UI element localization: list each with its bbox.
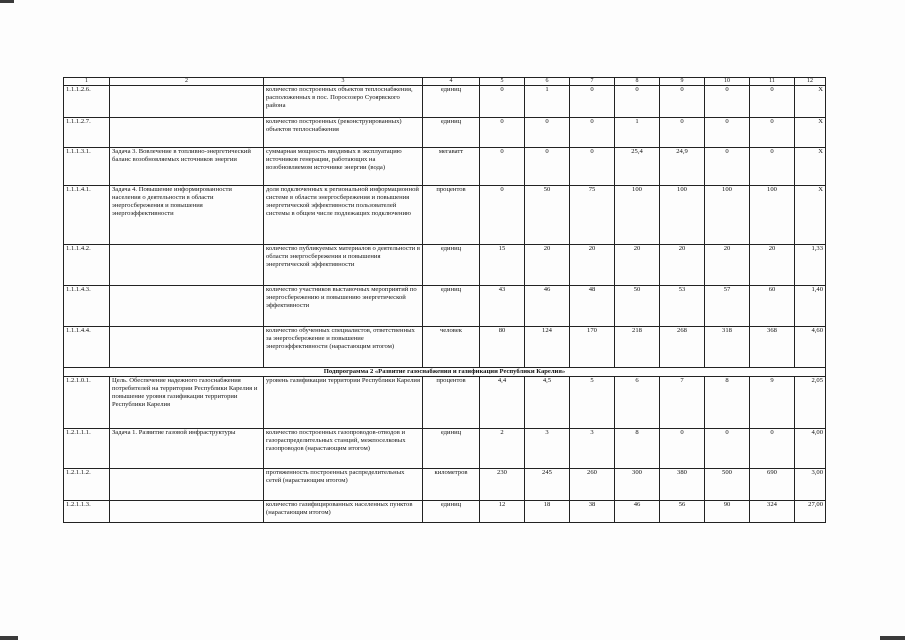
value-cell: 1 [615, 118, 660, 148]
value-cell: 245 [525, 469, 570, 501]
ratio-cell: X [795, 148, 826, 186]
value-cell: 7 [660, 377, 705, 429]
column-number: 10 [705, 78, 750, 86]
table-row [64, 377, 826, 429]
value-cell: 230 [480, 469, 525, 501]
value-cell: 218 [615, 327, 660, 368]
unit-text: единиц [423, 86, 480, 118]
ratio-cell: 4,60 [795, 327, 826, 368]
indicator-text: количество обученных специалистов, ответственных за энергосбережение и повышение энергоэффективности (нарастающим итогом) [264, 327, 423, 368]
row-code: 1.1.1.4.1. [64, 186, 110, 245]
indicators-table [63, 77, 826, 523]
unit-text: километров [423, 469, 480, 501]
value-cell: 100 [660, 186, 705, 245]
value-cell: 0 [705, 429, 750, 469]
value-cell: 0 [750, 429, 795, 469]
value-cell: 300 [615, 469, 660, 501]
value-cell: 124 [525, 327, 570, 368]
unit-text: единиц [423, 118, 480, 148]
value-cell: 20 [660, 245, 705, 286]
value-cell: 368 [750, 327, 795, 368]
value-cell: 50 [525, 186, 570, 245]
value-cell: 0 [705, 86, 750, 118]
task-text [110, 86, 264, 118]
value-cell: 0 [705, 148, 750, 186]
task-text: Задача 4. Повышение информированности населения о деятельности в области энергосбережения и повышения энергоэффективности [110, 186, 264, 245]
column-number-row [64, 78, 826, 86]
value-cell: 0 [570, 118, 615, 148]
column-number: 4 [423, 78, 480, 86]
ratio-cell: 27,00 [795, 501, 826, 523]
value-cell: 500 [705, 469, 750, 501]
value-cell: 170 [570, 327, 615, 368]
row-code: 1.1.1.4.2. [64, 245, 110, 286]
value-cell: 46 [525, 286, 570, 327]
value-cell: 0 [570, 86, 615, 118]
value-cell: 100 [750, 186, 795, 245]
table-row [64, 118, 826, 148]
row-code: 1.1.1.2.6. [64, 86, 110, 118]
value-cell: 690 [750, 469, 795, 501]
column-number: 7 [570, 78, 615, 86]
indicator-text: количество публикуемых материалов о деятельности в области энергосбережения и повышения энергетической эффективности [264, 245, 423, 286]
table-row [64, 501, 826, 523]
task-text: Задача 3. Вовлечение в топливно-энергетический баланс возобновляемых источников энергии [110, 148, 264, 186]
ratio-cell: 4,00 [795, 429, 826, 469]
indicator-text: уровень газификации территории Республики Карелия [264, 377, 423, 429]
scan-edge-mark [0, 0, 14, 3]
column-number: 2 [110, 78, 264, 86]
unit-text: единиц [423, 429, 480, 469]
scan-edge-mark [0, 636, 18, 640]
value-cell: 380 [660, 469, 705, 501]
table-row [64, 286, 826, 327]
table-row [64, 86, 826, 118]
value-cell: 43 [480, 286, 525, 327]
row-code: 1.2.1.1.1. [64, 429, 110, 469]
unit-text: человек [423, 327, 480, 368]
value-cell: 60 [750, 286, 795, 327]
column-number: 9 [660, 78, 705, 86]
column-number: 11 [750, 78, 795, 86]
value-cell: 5 [570, 377, 615, 429]
value-cell: 324 [750, 501, 795, 523]
subprogram-row [64, 368, 826, 377]
task-text: Задача 1. Развитие газовой инфраструктуры [110, 429, 264, 469]
indicator-text: доля подключенных к региональной информационной системе в области энергосбережения и повышения энергетической эффективности пользователей системы в общем числе подлежащих подключению [264, 186, 423, 245]
task-text: Цель. Обеспечение надежного газоснабжения потребителей на территории Республики Карелия и повышение уровня газификации территории Республики Карелия [110, 377, 264, 429]
value-cell: 318 [705, 327, 750, 368]
task-text [110, 118, 264, 148]
row-code: 1.1.1.4.4. [64, 327, 110, 368]
value-cell: 20 [570, 245, 615, 286]
value-cell: 80 [480, 327, 525, 368]
value-cell: 20 [525, 245, 570, 286]
value-cell: 0 [615, 86, 660, 118]
unit-text: процентов [423, 377, 480, 429]
value-cell: 0 [525, 148, 570, 186]
task-text [110, 469, 264, 501]
value-cell: 0 [660, 118, 705, 148]
value-cell: 25,4 [615, 148, 660, 186]
value-cell: 53 [660, 286, 705, 327]
table-body [64, 78, 826, 523]
column-number: 8 [615, 78, 660, 86]
task-text [110, 501, 264, 523]
table-row [64, 327, 826, 368]
value-cell: 260 [570, 469, 615, 501]
value-cell: 0 [750, 148, 795, 186]
value-cell: 56 [660, 501, 705, 523]
unit-text: единиц [423, 286, 480, 327]
value-cell: 46 [615, 501, 660, 523]
value-cell: 0 [660, 86, 705, 118]
row-code: 1.2.1.1.2. [64, 469, 110, 501]
column-number: 1 [64, 78, 110, 86]
value-cell: 100 [615, 186, 660, 245]
indicator-text: количество газифицированных населенных пунктов (нарастающим итогом) [264, 501, 423, 523]
row-code: 1.1.1.4.3. [64, 286, 110, 327]
value-cell: 24,9 [660, 148, 705, 186]
value-cell: 6 [615, 377, 660, 429]
unit-text: мегаватт [423, 148, 480, 186]
ratio-cell: X [795, 86, 826, 118]
value-cell: 0 [480, 186, 525, 245]
column-number: 3 [264, 78, 423, 86]
value-cell: 0 [570, 148, 615, 186]
subprogram-title: Подпрограмма 2 «Развитие газоснабжения и газификации Республики Карелия» [64, 368, 826, 377]
indicator-text: количество построенных газопроводов-отводов и газораспределительных станций, межпоселковых газопроводов (нарастающим итогом) [264, 429, 423, 469]
unit-text: единиц [423, 245, 480, 286]
value-cell: 268 [660, 327, 705, 368]
value-cell: 20 [705, 245, 750, 286]
value-cell: 90 [705, 501, 750, 523]
ratio-cell: 2,05 [795, 377, 826, 429]
unit-text: единиц [423, 501, 480, 523]
value-cell: 9 [750, 377, 795, 429]
value-cell: 0 [660, 429, 705, 469]
indicator-text: суммарная мощность вводимых в эксплуатацию источников генерации, работающих на возобновляемом источнике энергии (вода) [264, 148, 423, 186]
row-code: 1.1.1.2.7. [64, 118, 110, 148]
value-cell: 4,4 [480, 377, 525, 429]
scan-edge-mark [880, 636, 905, 640]
value-cell: 0 [525, 118, 570, 148]
ratio-cell: X [795, 118, 826, 148]
value-cell: 3 [570, 429, 615, 469]
indicator-text: количество построенных объектов теплоснабжения, расположенных в пос. Поросозеро Суоярвского района [264, 86, 423, 118]
value-cell: 8 [615, 429, 660, 469]
table-row [64, 245, 826, 286]
value-cell: 0 [480, 86, 525, 118]
indicator-text: количество построенных (реконструированных) объектов теплоснабжения [264, 118, 423, 148]
value-cell: 18 [525, 501, 570, 523]
value-cell: 12 [480, 501, 525, 523]
table-row [64, 429, 826, 469]
unit-text: процентов [423, 186, 480, 245]
ratio-cell: 1,40 [795, 286, 826, 327]
value-cell: 0 [480, 118, 525, 148]
table-row [64, 186, 826, 245]
value-cell: 15 [480, 245, 525, 286]
column-number: 6 [525, 78, 570, 86]
value-cell: 0 [705, 118, 750, 148]
value-cell: 75 [570, 186, 615, 245]
value-cell: 57 [705, 286, 750, 327]
row-code: 1.1.1.3.1. [64, 148, 110, 186]
ratio-cell: 3,00 [795, 469, 826, 501]
value-cell: 50 [615, 286, 660, 327]
task-text [110, 286, 264, 327]
value-cell: 4,5 [525, 377, 570, 429]
table-row [64, 148, 826, 186]
value-cell: 100 [705, 186, 750, 245]
column-number: 5 [480, 78, 525, 86]
value-cell: 0 [750, 86, 795, 118]
value-cell: 2 [480, 429, 525, 469]
column-number: 12 [795, 78, 826, 86]
table-row [64, 469, 826, 501]
ratio-cell: X [795, 186, 826, 245]
value-cell: 20 [750, 245, 795, 286]
value-cell: 38 [570, 501, 615, 523]
ratio-cell: 1,33 [795, 245, 826, 286]
task-text [110, 327, 264, 368]
value-cell: 0 [750, 118, 795, 148]
indicator-text: протяженность построенных распределительных сетей (нарастающим итогом) [264, 469, 423, 501]
value-cell: 48 [570, 286, 615, 327]
value-cell: 20 [615, 245, 660, 286]
task-text [110, 245, 264, 286]
indicator-text: количество участников выставочных мероприятий по энергосбережению и повышению энергетической эффективности [264, 286, 423, 327]
value-cell: 0 [480, 148, 525, 186]
value-cell: 8 [705, 377, 750, 429]
row-code: 1.2.1.1.3. [64, 501, 110, 523]
row-code: 1.2.1.0.1. [64, 377, 110, 429]
value-cell: 1 [525, 86, 570, 118]
value-cell: 3 [525, 429, 570, 469]
